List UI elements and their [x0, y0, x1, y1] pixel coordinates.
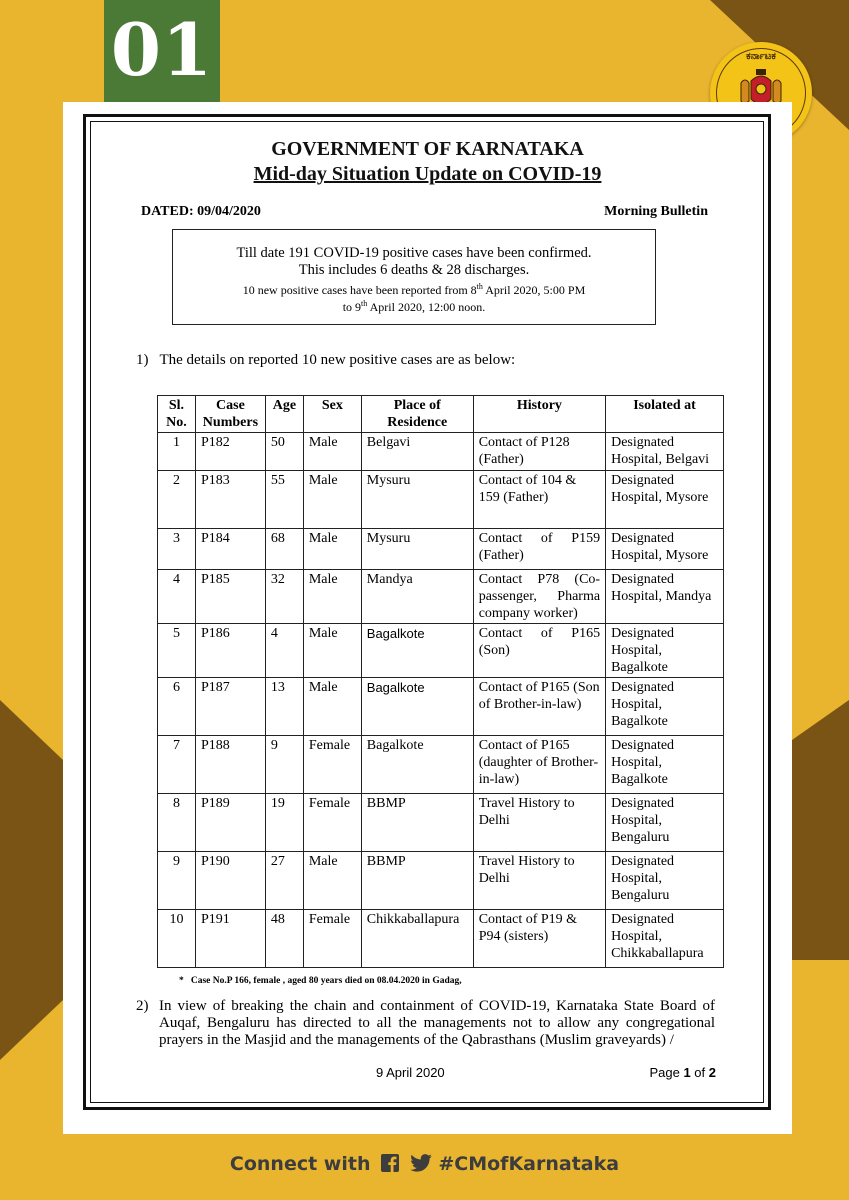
cell-isolated-at: Designated Hospital, Bengaluru — [606, 794, 724, 852]
cell-case-number: P188 — [195, 736, 265, 794]
cell-age: 19 — [265, 794, 303, 852]
table-row — [158, 678, 724, 736]
cell-history: Contact of P19 & P94 (sisters) — [473, 910, 605, 968]
cell-case-number: P187 — [195, 678, 265, 736]
table-row — [158, 736, 724, 794]
cell-sex: Male — [303, 471, 361, 529]
cell-residence: Bagalkote — [361, 736, 473, 794]
twitter-icon[interactable] — [410, 1154, 432, 1172]
document-title: GOVERNMENT OF KARNATAKA — [271, 138, 584, 160]
cell-age: 55 — [265, 471, 303, 529]
cell-history: Contact P78 (Co-passenger, Pharma company worker) — [473, 570, 605, 624]
cell-age: 27 — [265, 852, 303, 910]
emblem-top-text: ಕರ್ನಾಟಕ — [746, 51, 776, 62]
cell-isolated-at: Designated Hospital, Bagalkote — [606, 736, 724, 794]
cell-residence: Belgavi — [361, 433, 473, 471]
cell-isolated-at: Designated Hospital, Belgavi — [606, 433, 724, 471]
cell-sl-no: 5 — [158, 624, 196, 678]
cell-isolated-at: Designated Hospital, Chikkaballapura — [606, 910, 724, 968]
cell-sl-no: 10 — [158, 910, 196, 968]
cell-isolated-at: Designated Hospital, Bengaluru — [606, 852, 724, 910]
cell-age: 68 — [265, 529, 303, 570]
cell-case-number: P191 — [195, 910, 265, 968]
section-2-number: 2) — [136, 998, 149, 1014]
cell-isolated-at: Designated Hospital, Mysore — [606, 529, 724, 570]
cell-residence: BBMP — [361, 794, 473, 852]
cell-history: Contact of 104 & 159 (Father) — [473, 471, 605, 529]
cell-sex: Male — [303, 433, 361, 471]
cell-case-number: P185 — [195, 570, 265, 624]
cell-sex: Male — [303, 624, 361, 678]
table-row — [158, 624, 724, 678]
cell-sex: Female — [303, 910, 361, 968]
cell-residence: Mysuru — [361, 529, 473, 570]
cell-age: 48 — [265, 910, 303, 968]
cell-history: Contact of P165 (daughter of Brother-in-law) — [473, 736, 605, 794]
cell-sl-no: 3 — [158, 529, 196, 570]
cell-age: 4 — [265, 624, 303, 678]
death-footnote: * Case No.P 166, female , aged 80 years died on 08.04.2020 in Gadag, — [179, 976, 462, 986]
summary-box — [172, 229, 656, 325]
document-page — [63, 102, 792, 1134]
col-place-of-residence: Place of Residence — [361, 396, 473, 433]
cell-case-number: P190 — [195, 852, 265, 910]
cell-age: 32 — [265, 570, 303, 624]
cell-isolated-at: Designated Hospital, Mandya — [606, 570, 724, 624]
cell-isolated-at: Designated Hospital, Mysore — [606, 471, 724, 529]
cell-sex: Male — [303, 852, 361, 910]
slide-number-badge: 01 — [104, 0, 220, 103]
cell-sl-no: 9 — [158, 852, 196, 910]
col-sl-no: Sl. No. — [158, 396, 196, 433]
cell-case-number: P189 — [195, 794, 265, 852]
cell-age: 9 — [265, 736, 303, 794]
table-header — [158, 396, 724, 433]
col-age: Age — [265, 396, 303, 433]
cell-case-number: P184 — [195, 529, 265, 570]
section-2-text: In view of breaking the chain and containment of COVID-19, Karnataka State Board of Auqaf, Bengaluru has directed to all the managements not to allow any congregational prayers in the Masjid and the managements of the Qabrasthans (Muslim graveyards) / — [159, 998, 715, 1048]
cell-residence: Bagalkote — [361, 678, 473, 736]
cell-sex: Male — [303, 678, 361, 736]
cell-history: Contact of P159 (Father) — [473, 529, 605, 570]
cell-history: Contact of P165 (Son) — [473, 624, 605, 678]
cell-age: 50 — [265, 433, 303, 471]
hashtag-link[interactable]: #CMofKarnataka — [438, 1153, 620, 1175]
document-subtitle: Mid-day Situation Update on COVID-19 — [253, 163, 602, 185]
cell-history: Travel History to Delhi — [473, 852, 605, 910]
table-row — [158, 794, 724, 852]
cell-case-number: P186 — [195, 624, 265, 678]
col-sex: Sex — [303, 396, 361, 433]
cell-isolated-at: Designated Hospital, Bagalkote — [606, 678, 724, 736]
summary-confirmed: Till date 191 COVID-19 positive cases have been confirmed. — [236, 245, 592, 261]
cell-sex: Male — [303, 570, 361, 624]
table-row — [158, 570, 724, 624]
social-footer — [0, 1153, 849, 1175]
summary-period: to 9th April 2020, 12:00 noon. — [342, 299, 486, 314]
connect-label: Connect with — [229, 1153, 371, 1175]
cell-sl-no: 6 — [158, 678, 196, 736]
cell-sl-no: 1 — [158, 433, 196, 471]
cell-case-number: P183 — [195, 471, 265, 529]
page-number: Page 1 of 2 — [649, 1065, 716, 1080]
cell-age: 13 — [265, 678, 303, 736]
cell-case-number: P182 — [195, 433, 265, 471]
cell-residence: BBMP — [361, 852, 473, 910]
facebook-icon[interactable] — [381, 1154, 399, 1172]
table-row — [158, 471, 724, 529]
table-row — [158, 910, 724, 968]
cell-sl-no: 8 — [158, 794, 196, 852]
bulletin-date: DATED: 09/04/2020 — [141, 204, 261, 219]
bulletin-type: Morning Bulletin — [604, 204, 708, 219]
summary-deaths-discharges: This includes 6 deaths & 28 discharges. — [298, 262, 530, 278]
cell-sex: Female — [303, 794, 361, 852]
col-history: History — [473, 396, 605, 433]
section-1-heading: 1) The details on reported 10 new positive cases are as below: — [136, 352, 516, 368]
new-cases-table — [157, 395, 724, 968]
cell-history: Contact of P128 (Father) — [473, 433, 605, 471]
table-row — [158, 433, 724, 471]
table-row — [158, 529, 724, 570]
cell-residence: Chikkaballapura — [361, 910, 473, 968]
col-case-numbers: Case Numbers — [195, 396, 265, 433]
page-footer-date: 9 April 2020 — [376, 1065, 445, 1080]
cell-residence: Mysuru — [361, 471, 473, 529]
cell-isolated-at: Designated Hospital, Bagalkote — [606, 624, 724, 678]
cell-history: Contact of P165 (Son of Brother-in-law) — [473, 678, 605, 736]
cell-residence: Mandya — [361, 570, 473, 624]
cell-sl-no: 2 — [158, 471, 196, 529]
cell-sl-no: 7 — [158, 736, 196, 794]
col-isolated-at: Isolated at — [606, 396, 724, 433]
table-row — [158, 852, 724, 910]
summary-new-cases: 10 new positive cases have been reported from 8th April 2020, 5:00 PM — [242, 282, 586, 297]
cell-history: Travel History to Delhi — [473, 794, 605, 852]
cell-sex: Female — [303, 736, 361, 794]
cell-residence: Bagalkote — [361, 624, 473, 678]
cell-sex: Male — [303, 529, 361, 570]
cell-sl-no: 4 — [158, 570, 196, 624]
